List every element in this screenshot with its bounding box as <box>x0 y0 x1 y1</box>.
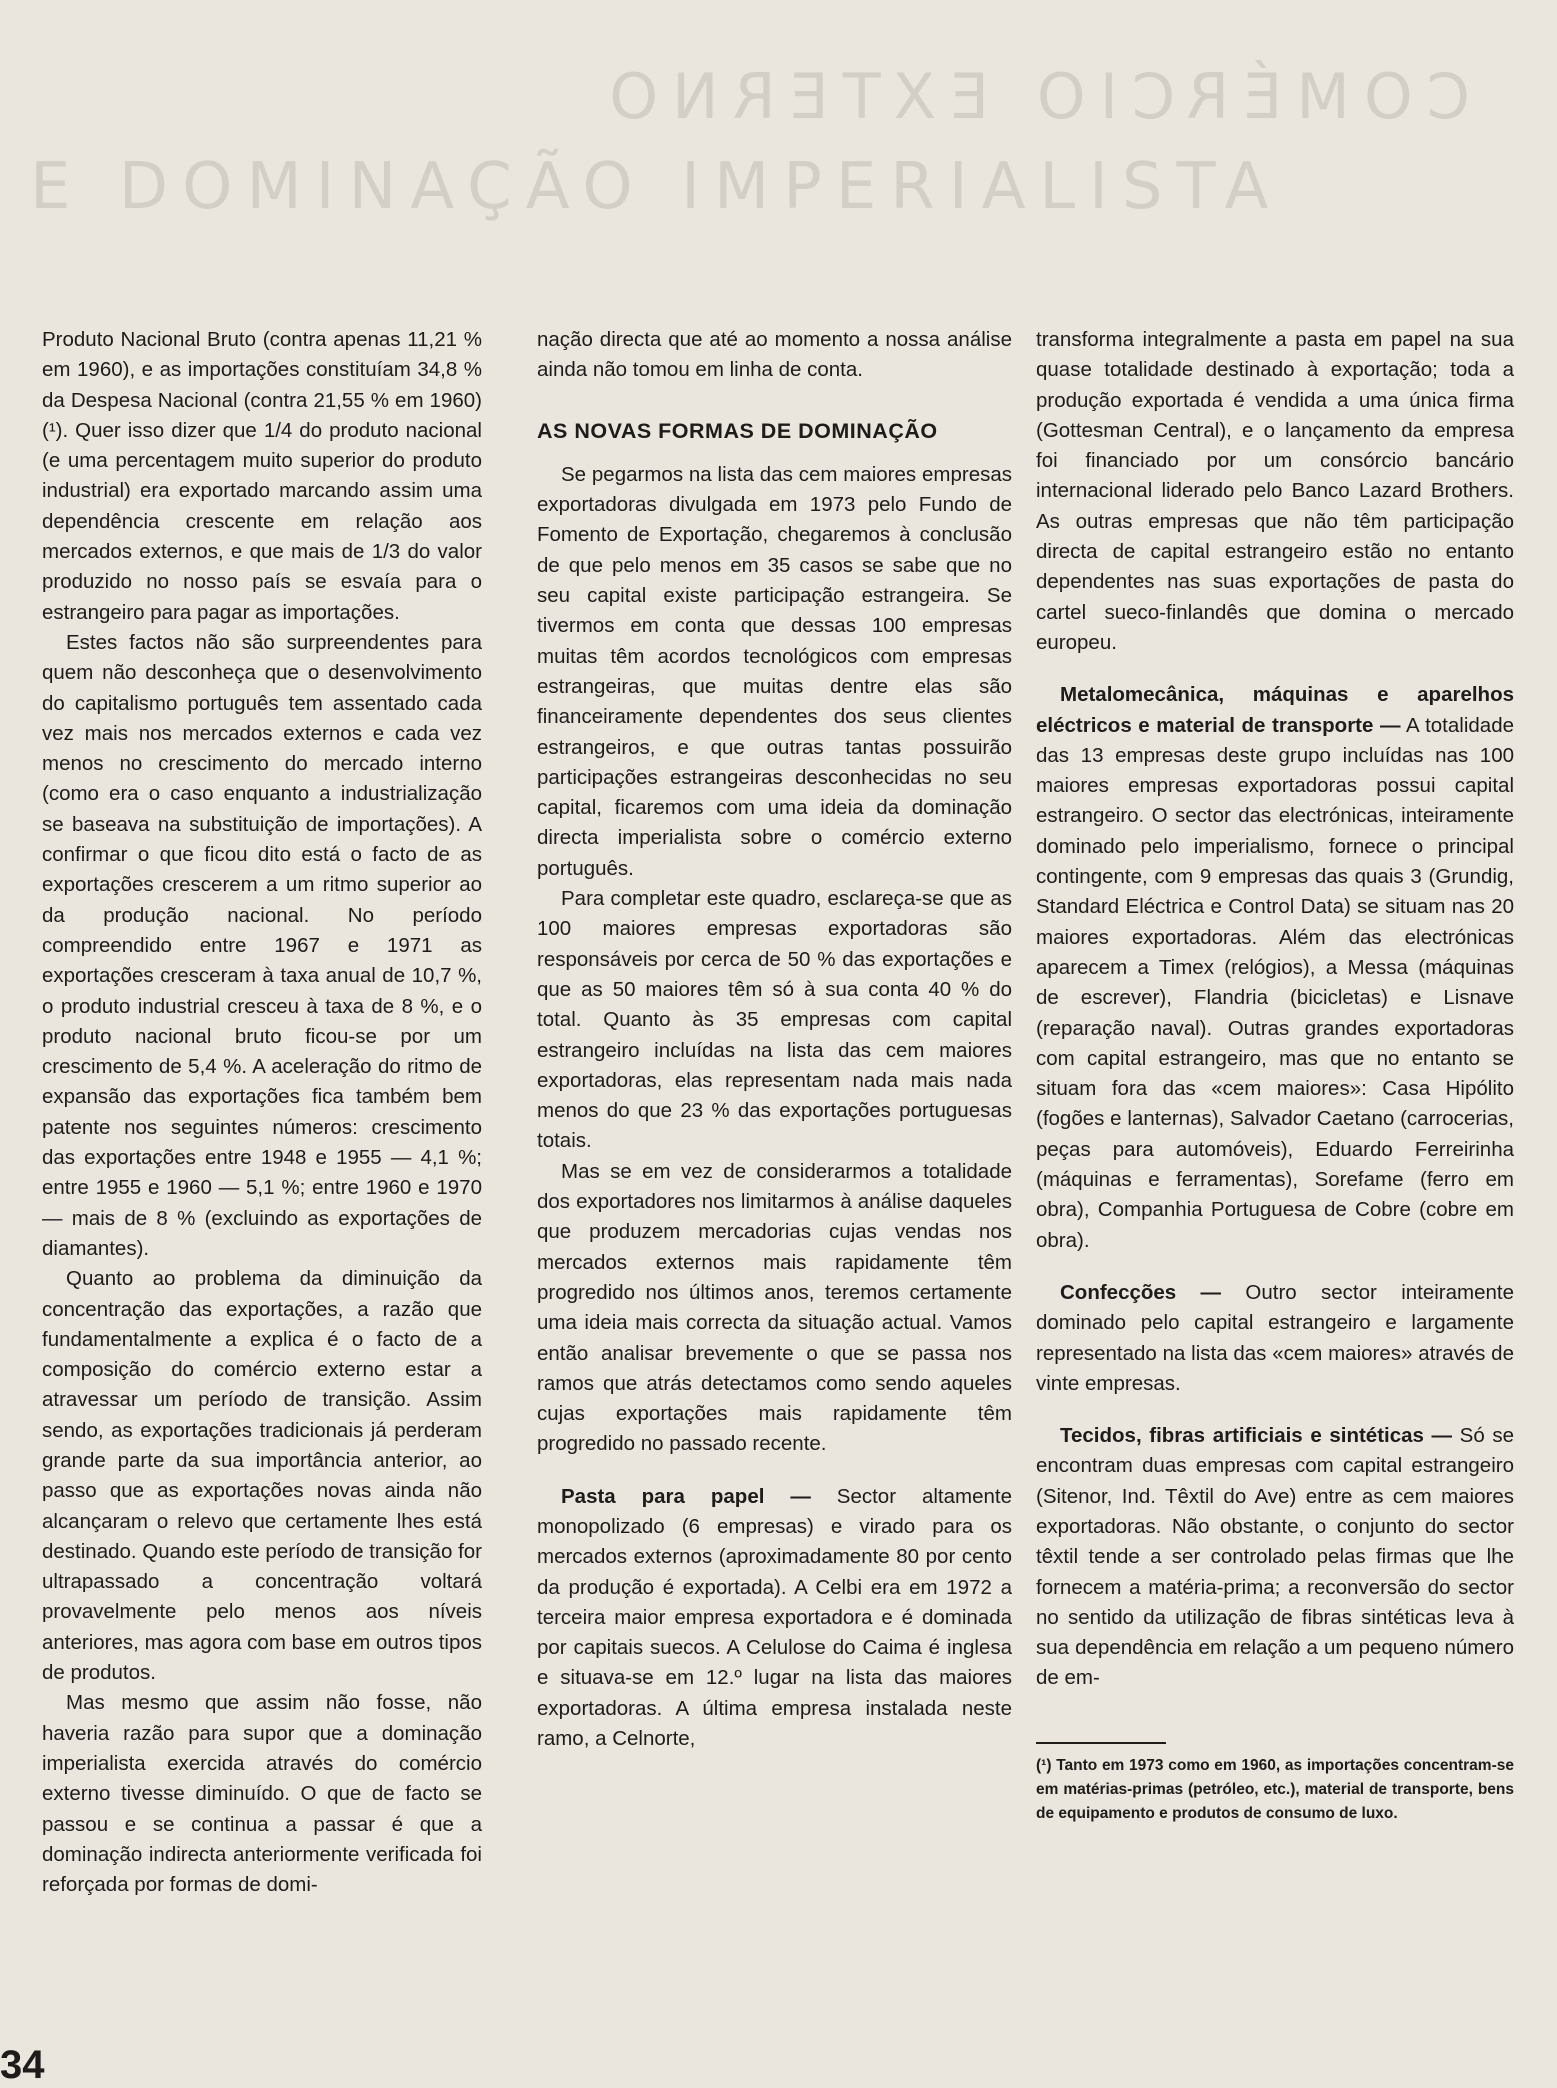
footnote: (¹) Tanto em 1973 como em 1960, as importações concentram-se em matérias-primas (petróleo, etc.), material de transporte, bens de equipamento e produtos de consumo de luxo. <box>1036 1756 1514 1822</box>
page-number: 34 <box>0 2043 45 2087</box>
subsection-title: Pasta para papel — <box>561 1484 811 1508</box>
paragraph-text: Só se encontram duas empresas com capital estrangeiro (Sitenor, Ind. Têxtil do Ave) entre as cem maiores exportadoras. Não obstante, o conjunto do sector têxtil tende a ser controlado pelas firmas que lhe fornecem a matéria-prima; a reconversão do sector no sentido da utilização de fibras sintéticas leva à sua dependência em relação a um pequeno número de em- <box>1036 1424 1514 1690</box>
column-1 <box>42 325 482 1900</box>
paragraph: nação directa que até ao momento a nossa análise ainda não tomou em linha de conta. <box>537 328 1012 382</box>
paragraph: Para completar este quadro, esclareça-se que as 100 maiores empresas exportadoras são responsáveis por cerca de 50 % das exportações e que as 50 maiores têm só à sua conta 40 % do total. Quanto às 35 empresas com capital estrangeiro incluídas na lista das cem maiores exportadoras, elas representam nada mais nada menos do que 23 % das exportações portuguesas totais. <box>537 887 1012 1153</box>
section-heading: AS NOVAS FORMAS DE DOMINAÇÃO <box>537 418 938 443</box>
column-3 <box>1036 325 1514 1826</box>
paragraph-text: Outro sector inteiramente dominado pelo capital estrangeiro e largamente representado na lista das «cem maiores» através de vinte empresas. <box>1036 1280 1514 1395</box>
footnote-rule <box>1036 1742 1166 1744</box>
paragraph: Produto Nacional Bruto (contra apenas 11,21 % em 1960), e as importações constituíam 34,8 % da Despesa Nacional (contra 21,55 % em 1960) (¹). Quer isso dizer que 1/4 do produto nacional (e uma percentagem muito superior do produto industrial) era exportado marcando assim uma dependência crescente em relação aos mercados externos, e que mais de 1/3 do valor produzido no nosso país se esvaía para o estrangeiro para pagar as importações. <box>42 328 482 624</box>
paragraph: Mas mesmo que assim não fosse, não haveria razão para supor que a dominação imperialista exercida através do comércio externo tivesse diminuído. O que de facto se passou e se continua a passar é que a dominação indirecta anteriormente verificada foi reforçada por formas de domi- <box>42 1691 482 1897</box>
subsection-title: Metalomecânica, máquinas e aparelhos eléctricos e material de transporte — <box>1036 683 1514 737</box>
paragraph: Quanto ao problema da diminuição da concentração das exportações, a razão que fundamentalmente a explica é o facto de a composição do comércio externo estar a atravessar um período de transição. Assim sendo, as exportações tradicionais já perderam grande parte da sua importância anterior, ao passo que as exportações novas ainda não alcançaram o relevo que certamente lhes está destinado. Quando este período de transição for ultrapassado a concentração voltará provavelmente pelo menos aos níveis anteriores, mas agora com base em outros tipos de produtos. <box>42 1267 482 1685</box>
paragraph-text: A totalidade das 13 empresas deste grupo incluídas nas 100 maiores empresas exportadoras possui capital estrangeiro. O sector das electrónicas, inteiramente dominado pelo imperialismo, fornece o principal contingente, com 9 empresas das quais 3 (Grundig, Standard Eléctrica e Control Data) se situam nas 20 maiores exportadoras. Além das electrónicas aparecem a Timex (relógios), a Messa (máquinas de escrever), Flandria (bicicletas) e Lisnave (reparação naval). Outras grandes exportadoras com capital estrangeiro, mas que no entanto se situam fora das «cem maiores»: Casa Hipólito (fogões e lanternas), Salvador Caetano (carrocerias, peças para automóveis), Eduardo Ferreirinha (máquinas e ferramentas), Sorefame (ferro em obra), Companhia Portuguesa de Cobre (cobre em obra). <box>1036 713 1514 1252</box>
paragraph: Mas se em vez de considerarmos a totalidade dos exportadores nos limitarmos à análise daqueles que produzem mercadorias cujas vendas nos mercados externos mais rapidamente têm progredido nos últimos anos, teremos certamente uma ideia mais correcta da situação actual. Vamos então analisar brevemente o que se passa nos ramos que atrás detectamos como sendo aqueles cujas exportações mais rapidamente têm progredido no passado recente. <box>537 1159 1012 1456</box>
paragraph: transforma integralmente a pasta em papel na sua quase totalidade destinado à exportação; toda a produção exportada é vendida a uma única firma (Gottesman Central), e o lançamento da empresa foi financiado por um consórcio bancário internacional liderado pelo Banco Lazard Brothers. As outras empresas que não têm participação directa de capital estrangeiro estão no entanto dependentes nas suas exportações de pasta do cartel sueco-finlandês que domina o mercado europeu. <box>1036 328 1514 654</box>
paragraph <box>1036 1421 1514 1694</box>
paragraph <box>537 1482 1012 1755</box>
paragraph <box>1036 1278 1514 1399</box>
subsection-title: Tecidos, fibras artificiais e sintéticas — <box>1060 1424 1453 1448</box>
paragraph-text: Sector altamente monopolizado (6 empresas) e virado para os mercados externos (aproximadamente 80 por cento da produção é exportada). A Celbi era em 1972 a terceira maior empresa exportadora e é dominada por capitais suecos. A Celulose do Caima é inglesa e situava-se em 12.º lugar na lista das maiores exportadoras. A última empresa instalada neste ramo, a Celnorte, <box>537 1484 1013 1751</box>
paragraph: Se pegarmos na lista das cem maiores empresas exportadoras divulgada em 1973 pelo Fundo de Fomento de Exportação, chegaremos à conclusão de que pelo menos em 35 casos se sabe que no seu capital existe participação estrangeira. Se tivermos em conta que dessas 100 empresas muitas têm acordos tecnológicos com empresas estrangeiras, que muitas dentre elas são financeiramente dependentes dos seus clientes estrangeiros, e que outras tantas possuirão participações estrangeiras desconhecidas no seu capital, ficaremos com uma ideia da dominação directa imperialista sobre o comércio externo português. <box>537 462 1012 880</box>
ghost-heading-line1: COMÉRCIO EXTERNO <box>595 60 1470 133</box>
ghost-heading-line2: E DOMINAÇÃO IMPERIALISTA <box>30 150 1283 224</box>
paragraph <box>1036 680 1514 1256</box>
subsection-title: Confecções — <box>1060 1280 1222 1304</box>
paragraph: Estes factos não são surpreendentes para quem não desconheça que o desenvolvimento do capitalismo português tem assentado cada vez mais nos mercados externos e cada vez menos no crescimento do mercado interno (como era o caso enquanto a industrialização se baseava na substituição de importações). A confirmar o que ficou dito está o facto de as exportações crescerem a um ritmo superior ao da produção nacional. No período compreendido entre 1967 e 1971 as exportações cresceram à taxa anual de 10,7 %, o produto industrial cresceu à taxa de 8 %, e o produto nacional bruto ficou-se por um crescimento de 5,4 %. A aceleração do ritmo de expansão das exportações fica também bem patente nos seguintes números: crescimento das exportações entre 1948 e 1955 — 4,1 %; entre 1955 e 1960 — 5,1 %; entre 1960 e 1970 — mais de 8 % (excluindo as exportações de diamantes). <box>42 630 482 1260</box>
column-2 <box>537 325 1012 1754</box>
